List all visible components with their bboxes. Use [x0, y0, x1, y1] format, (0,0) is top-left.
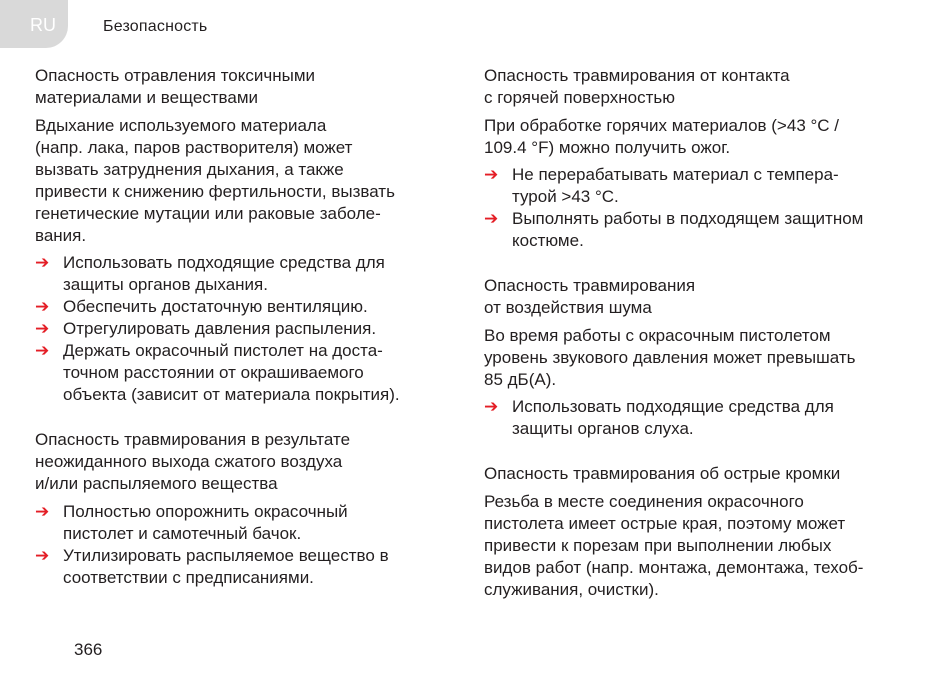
text-line: костюме.	[512, 231, 584, 250]
safety-section	[484, 463, 914, 601]
left-column	[35, 65, 445, 612]
text-line: пистолет и самотечный бачок.	[63, 524, 302, 543]
text-line: Отрегулировать давления распыления.	[63, 319, 377, 338]
safety-section	[35, 429, 445, 589]
text-line: Утилизировать распыляемое вещество в	[63, 546, 389, 565]
text-line: Полностью опорожнить окрасочный	[63, 502, 348, 521]
arrow-right-icon: ➔	[35, 502, 50, 521]
safety-section	[484, 275, 914, 440]
text-line: вызвать затруднения дыхания, а также	[35, 160, 344, 179]
text-line: с горячей поверхностью	[484, 88, 675, 107]
text-line: материалами и веществами	[35, 88, 259, 107]
text-line: Во время работы с окрасочным пистолетом	[484, 326, 831, 345]
text-line: Держать окрасочный пистолет на доста-	[63, 341, 383, 360]
bullet-item	[35, 340, 445, 406]
right-column	[484, 65, 914, 624]
bullet-list	[35, 501, 445, 589]
text-line: привести к снижению фертильности, вызвать	[35, 182, 395, 201]
section-paragraph	[484, 325, 914, 391]
text-line: Опасность травмирования об острые кромки	[484, 464, 841, 483]
text-line: 85 дБ(А).	[484, 370, 557, 389]
section-heading	[35, 429, 445, 495]
text-line: служивания, очистки).	[484, 580, 659, 599]
text-line: защиты органов дыхания.	[63, 275, 268, 294]
text-line: видов работ (напр. монтажа, демонтажа, техоб-	[484, 558, 864, 577]
text-line: При обработке горячих материалов (>43 °C /	[484, 116, 840, 135]
text-line: объекта (зависит от материала покрытия).	[63, 385, 400, 404]
bullet-item	[35, 296, 445, 318]
section-heading	[484, 463, 914, 485]
bullet-list	[484, 164, 914, 252]
text-line: (напр. лака, паров растворителя) может	[35, 138, 353, 157]
section-paragraph	[484, 491, 914, 601]
text-line: уровень звукового давления может превышать	[484, 348, 856, 367]
text-line: защиты органов слуха.	[512, 419, 694, 438]
text-line: соответствии с предписаниями.	[63, 568, 314, 587]
section-heading	[35, 65, 445, 109]
text-line: привести к порезам при выполнении любых	[484, 536, 832, 555]
text-line: и/или распыляемого вещества	[35, 474, 278, 493]
arrow-right-icon: ➔	[35, 341, 50, 360]
language-tab	[0, 0, 68, 48]
section-paragraph	[484, 115, 914, 159]
section-heading	[484, 275, 914, 319]
bullet-list	[35, 252, 445, 406]
text-line: пистолета имеет острые края, поэтому может	[484, 514, 846, 533]
text-line: 109.4 °F) можно получить ожог.	[484, 138, 731, 157]
text-line: Резьба в месте соединения окрасочного	[484, 492, 804, 511]
text-line: Не перерабатывать материал с темпера-	[512, 165, 839, 184]
bullet-item	[484, 208, 914, 252]
bullet-item	[484, 396, 914, 440]
bullet-item	[484, 164, 914, 208]
section-paragraph	[35, 115, 445, 247]
text-line: Выполнять работы в подходящем защитном	[512, 209, 864, 228]
bullet-item	[35, 318, 445, 340]
text-line: от воздействия шума	[484, 298, 652, 317]
arrow-right-icon: ➔	[35, 319, 50, 338]
text-line: точном расстоянии от окрашиваемого	[63, 363, 364, 382]
arrow-right-icon: ➔	[35, 253, 50, 272]
arrow-right-icon: ➔	[484, 397, 499, 416]
language-code: RU	[30, 15, 56, 35]
page-number: 366	[74, 640, 103, 659]
text-line: Использовать подходящие средства для	[63, 253, 385, 272]
text-line: Обеспечить достаточную вентиляцию.	[63, 297, 368, 316]
safety-section	[484, 65, 914, 252]
bullet-list	[484, 396, 914, 440]
page-header-title: Безопасность	[103, 18, 208, 35]
safety-section	[35, 65, 445, 406]
text-line: Опасность отравления токсичными	[35, 66, 316, 85]
bullet-item	[35, 252, 445, 296]
arrow-right-icon: ➔	[35, 297, 50, 316]
arrow-right-icon: ➔	[35, 546, 50, 565]
text-line: Вдыхание используемого материала	[35, 116, 327, 135]
text-line: Опасность травмирования в результате	[35, 430, 351, 449]
text-line: Опасность травмирования от контакта	[484, 66, 790, 85]
text-line: генетические мутации или раковые заболе-	[35, 204, 381, 223]
text-line: Использовать подходящие средства для	[512, 397, 834, 416]
text-line: неожиданного выхода сжатого воздуха	[35, 452, 343, 471]
bullet-item	[35, 501, 445, 545]
section-heading	[484, 65, 914, 109]
text-line: вания.	[35, 226, 87, 245]
bullet-item	[35, 545, 445, 589]
text-line: турой >43 °C.	[512, 187, 619, 206]
arrow-right-icon: ➔	[484, 209, 499, 228]
text-line: Опасность травмирования	[484, 276, 696, 295]
arrow-right-icon: ➔	[484, 165, 499, 184]
